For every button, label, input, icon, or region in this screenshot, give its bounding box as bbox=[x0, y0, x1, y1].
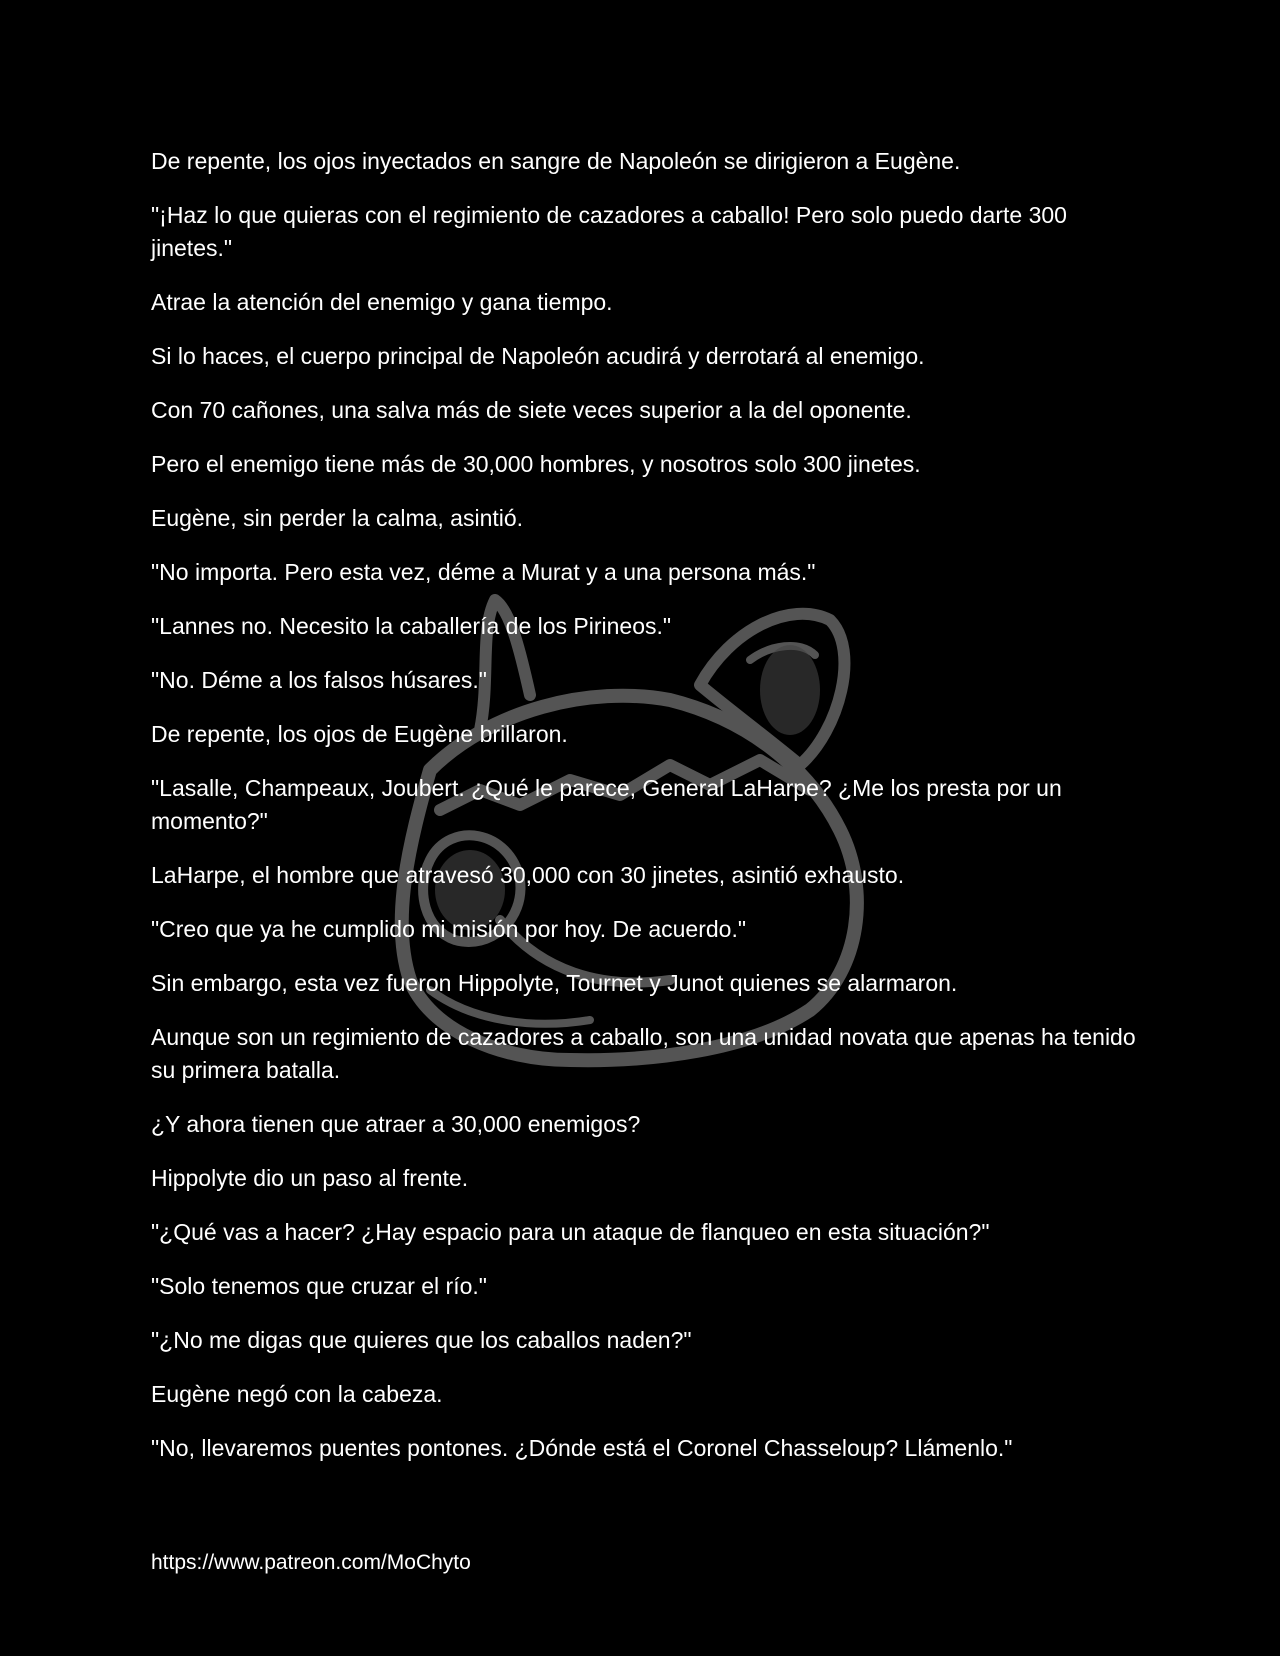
paragraph: "No. Déme a los falsos húsares." bbox=[151, 667, 487, 693]
paragraph: "No importa. Pero esta vez, déme a Murat y a una persona más." bbox=[151, 559, 816, 585]
paragraph: "Solo tenemos que cruzar el río." bbox=[151, 1273, 487, 1299]
paragraph: Pero el enemigo tiene más de 30,000 hombres, y nosotros solo 300 jinetes. bbox=[151, 451, 921, 477]
paragraph: Atrae la atención del enemigo y gana tiempo. bbox=[151, 289, 613, 315]
paragraph: Sin embargo, esta vez fueron Hippolyte, Tournet y Junot quienes se alarmaron. bbox=[151, 970, 958, 996]
paragraph: "Lasalle, Champeaux, Joubert. ¿Qué le parece, General LaHarpe? ¿Me los presta por un momento?" bbox=[151, 775, 1062, 834]
paragraph: Hippolyte dio un paso al frente. bbox=[151, 1165, 469, 1191]
paragraph: De repente, los ojos de Eugène brillaron. bbox=[151, 721, 568, 747]
paragraph: Eugène, sin perder la calma, asintió. bbox=[151, 505, 524, 531]
paragraph: "¿Qué vas a hacer? ¿Hay espacio para un ataque de flanqueo en esta situación?" bbox=[151, 1219, 990, 1245]
paragraph: "Creo que ya he cumplido mi misión por hoy. De acuerdo." bbox=[151, 916, 747, 942]
paragraph: Aunque son un regimiento de cazadores a caballo, son una unidad novata que apenas ha tenido su primera batalla. bbox=[151, 1024, 1136, 1083]
paragraph: Si lo haces, el cuerpo principal de Napoleón acudirá y derrotará al enemigo. bbox=[151, 343, 925, 369]
paragraph: LaHarpe, el hombre que atravesó 30,000 con 30 jinetes, asintió exhausto. bbox=[151, 862, 905, 888]
paragraph: ¿Y ahora tienen que atraer a 30,000 enemigos? bbox=[151, 1111, 641, 1137]
paragraph: "¡Haz lo que quieras con el regimiento de cazadores a caballo! Pero solo puedo darte 300 jinetes." bbox=[151, 202, 1067, 261]
paragraph: "Lannes no. Necesito la caballería de los Pirineos." bbox=[151, 613, 672, 639]
paragraph: De repente, los ojos inyectados en sangre de Napoleón se dirigieron a Eugène. bbox=[151, 148, 961, 174]
chapter-text bbox=[151, 145, 1136, 1486]
paragraph: Con 70 cañones, una salva más de siete veces superior a la del oponente. bbox=[151, 397, 912, 423]
paragraph: "¿No me digas que quieres que los caballos naden?" bbox=[151, 1327, 692, 1353]
patreon-link[interactable]: https://www.patreon.com/MoChyto bbox=[151, 1551, 471, 1574]
paragraph: "No, llevaremos puentes pontones. ¿Dónde está el Coronel Chasseloup? Llámenlo." bbox=[151, 1435, 1013, 1461]
paragraph: Eugène negó con la cabeza. bbox=[151, 1381, 443, 1407]
